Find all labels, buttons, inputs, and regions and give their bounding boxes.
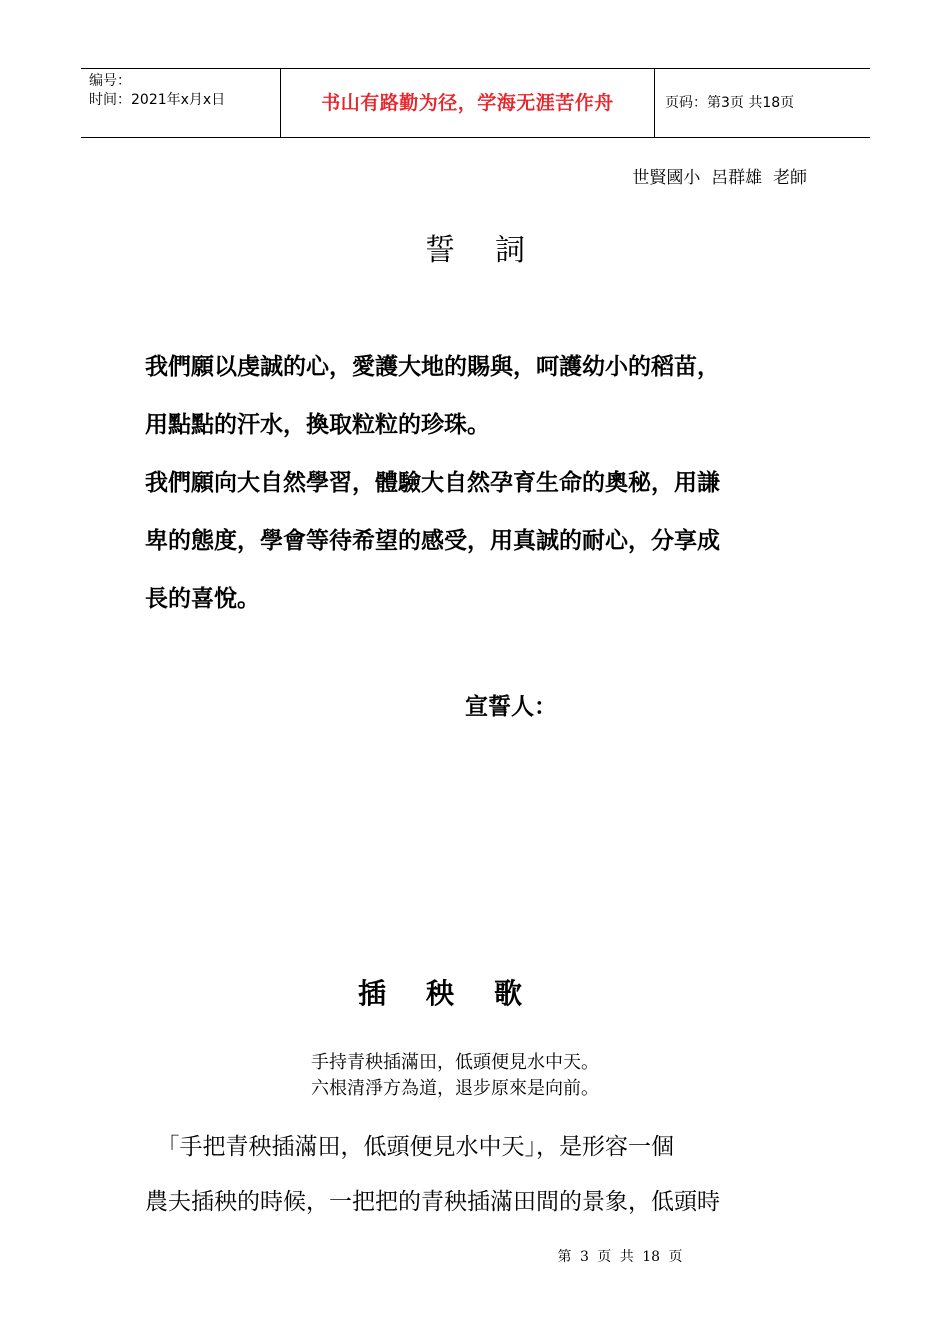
poem-line: 手持青秧插滿田，低頭便見水中天。 (311, 1052, 599, 1073)
oath-line: 我們願以虔誠的心，愛護大地的賜與，呵護幼小的稻苗， (145, 353, 720, 380)
oath-line: 卑的態度，學會等待希望的感受，用真誠的耐心，分享成 (145, 527, 720, 554)
song-poem (0, 1050, 910, 1102)
oath-line: 用點點的汗水，換取粒粒的珍珠。 (145, 411, 490, 438)
oath-body (145, 338, 813, 628)
page-footer: 第 3 页 共 18 页 (557, 1249, 683, 1265)
song-prose (145, 1120, 805, 1230)
time-label: 时间：2021年x月x日 (89, 92, 226, 108)
song-title: 插秧歌 (357, 977, 562, 1010)
number-label: 编号： (89, 73, 131, 89)
oath-line: 長的喜悅。 (145, 585, 260, 612)
swearer-label: 宣誓人： (465, 693, 557, 720)
header-page-info: 页码：第3页 共18页 (665, 95, 795, 111)
header-motto: 书山有路勤为径，学海无涯苦作舟 (281, 69, 655, 137)
header-meta-cell (81, 69, 281, 137)
header-table (81, 68, 870, 138)
prose-line: 農夫插秧的時候，一把把的青秧插滿田間的景象，低頭時 (145, 1189, 720, 1215)
prose-line: 「手把青秧插滿田，低頭便見水中天」，是形容一個 (145, 1134, 674, 1160)
oath-title: 誓詞 (425, 233, 565, 268)
author-line: 世賢國小 呂群雄 老師 (632, 168, 807, 188)
oath-line: 我們願向大自然學習，體驗大自然孕育生命的奧秘，用謙 (145, 469, 720, 496)
poem-line: 六根清淨方為道，退步原來是向前。 (311, 1078, 599, 1099)
